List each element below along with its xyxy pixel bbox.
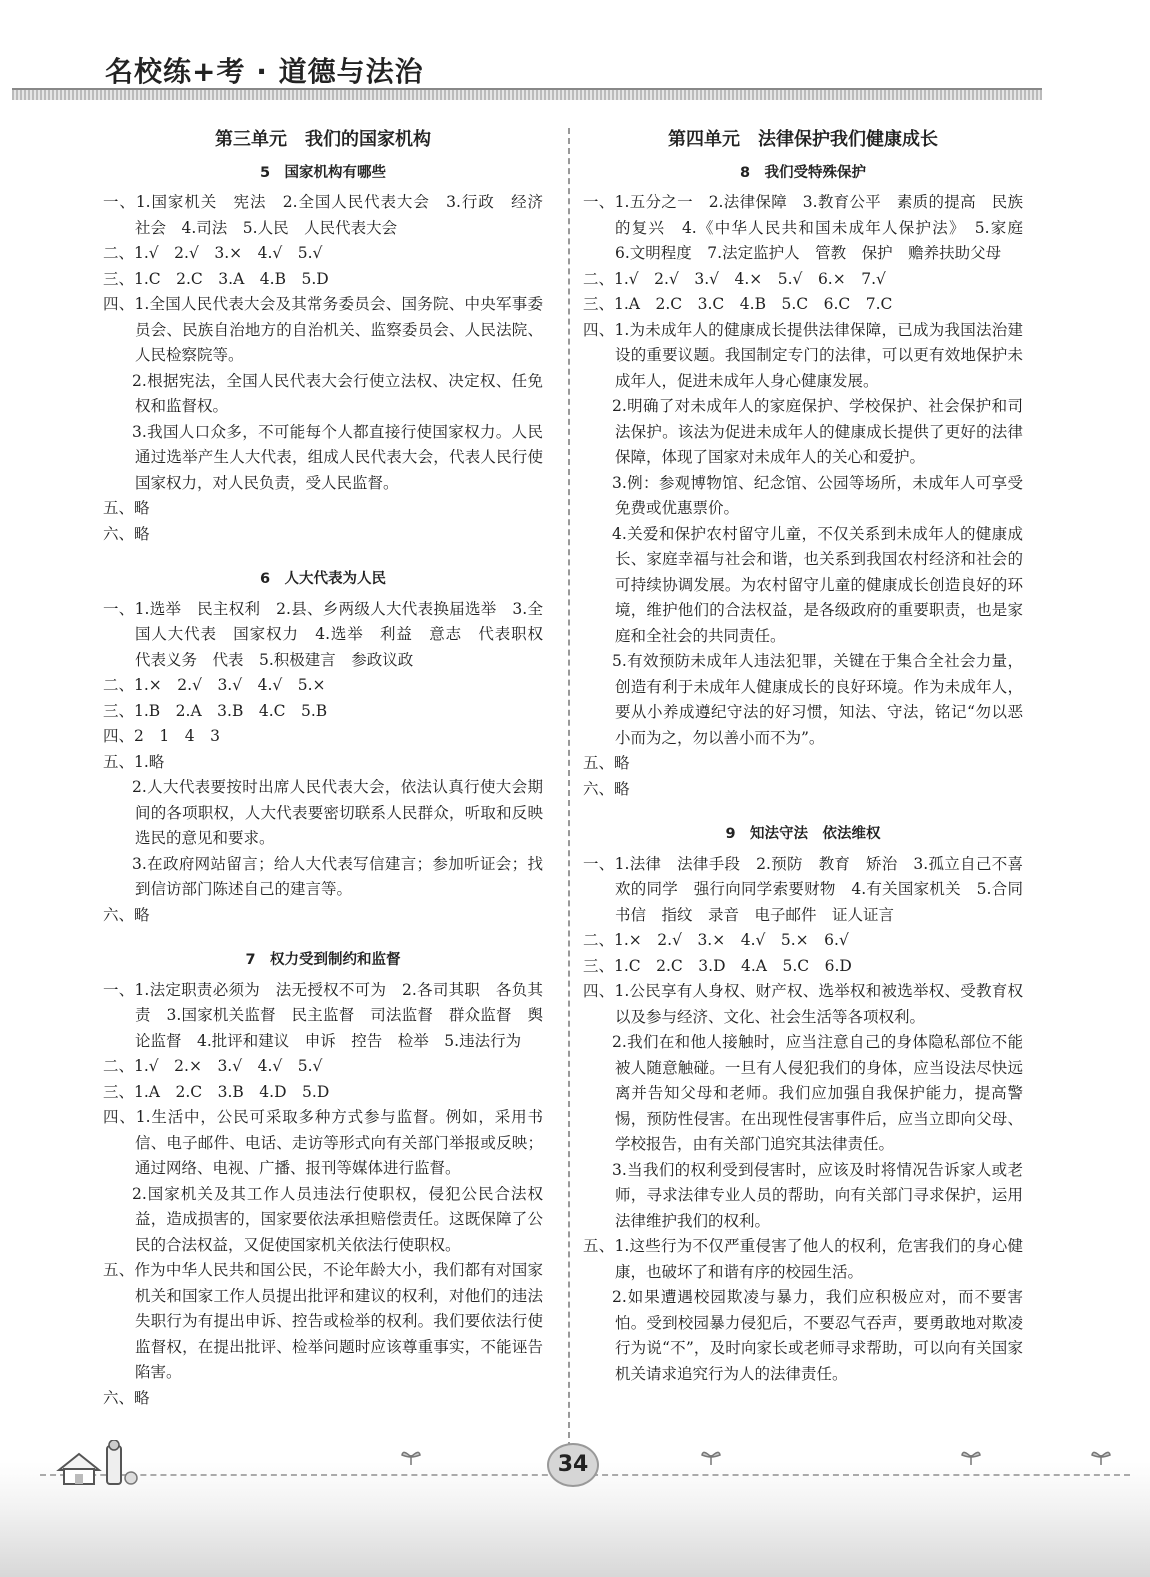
answer-omitted: 六、略: [103, 905, 150, 924]
answer-short: 3.例：参观博物馆、纪念馆、公园等场所，未成年人可享受免费或优惠票价。: [612, 473, 1023, 517]
left-column: [103, 125, 559, 1411]
answer-multiple-choice: 三、1.C 2.C 3.A 4.B 5.D: [103, 269, 329, 288]
answer-short: 四、1.生活中，公民可采取多种方式参与监督。例如，采用书信、电子邮件、电话、走访等形式向有关部门举报或反映；通过网络、电视、广播、报刊等媒体进行监督。: [103, 1108, 543, 1177]
answer-multiple-choice: 三、1.A 2.C 3.C 4.B 5.C 6.C 7.C: [583, 295, 893, 313]
unit-title: 第四单元 法律保护我们健康成长: [668, 129, 938, 150]
answer-essay: 五、1.这些行为不仅严重侵害了他人的权利，危害我们的身心健康，也破坏了和谐有序的校园生活。: [583, 1237, 1023, 1281]
lesson-title: 6 人大代表为人民: [259, 571, 387, 587]
answer-ordering: 四、2 1 4 3: [103, 727, 220, 745]
answer-short: 5.有效预防未成年人违法犯罪，关键在于集合全社会力量，创造有利于未成年人健康成长的良好环境。作为未成年人，要从小养成遵纪守法的好习惯，知法、守法，铭记“勿以恶小而为之，勿以善小而不为”。: [612, 652, 1023, 747]
answer-true-false: 二、1.× 2.√ 3.× 4.√ 5.× 6.√: [583, 931, 849, 949]
page-number: 34: [547, 1443, 599, 1487]
column-divider: [568, 128, 570, 1448]
answer-fill-blank: 一、1.选举 民主权利 2.县、乡两级人大代表换届选举 3.全国人大代表 国家权力 4.选举 利益 意志 代表职权 代表义务 代表 5.积极建言 参政议政: [103, 599, 559, 669]
answer-short: 四、1.为未成年人的健康成长提供法律保障，已成为我国法治建设的重要议题。我国制定专门的法律，可以更有效地保护未成年人，促进未成年人身心健康发展。: [583, 320, 1023, 390]
sprout-icon: [400, 1445, 422, 1465]
answer-short: 2.根据宪法，全国人民代表大会行使立法权、决定权、任免权和监督权。: [132, 371, 543, 415]
answer-omitted: 五、略: [103, 499, 150, 517]
answer-short: 2.国家机关及其工作人员违法行使职权，侵犯公民合法权益，造成损害的，国家要依法承担赔偿责任。这既保障了公民的合法权益，又促使国家机关依法行使职权。: [132, 1184, 543, 1254]
answer-short: 2.明确了对未成年人的家庭保护、学校保护、社会保护和司法保护。该法为促进未成年人的健康成长提供了更好的法律保障，体现了国家对未成年人的关心和爱护。: [612, 397, 1023, 466]
answer-true-false: 二、1.× 2.√ 3.√ 4.√ 5.×: [103, 676, 326, 694]
answer-essay: 2.如果遭遇校园欺凌与暴力，我们应积极应对，而不要害怕。受到校园暴力侵犯后，不要忍气吞声，要勇敢地对欺凌行为说“不”，及时向家长或老师寻求帮助，可以向有关国家机关请求追究行为人的法律责任。: [612, 1288, 1023, 1383]
sprout-icon: [700, 1445, 722, 1465]
answer-multiple-choice: 三、1.C 2.C 3.D 4.A 5.C 6.D: [583, 956, 852, 975]
answer-short: 四、1.全国人民代表大会及其常务委员会、国务院、中央军事委员会、民族自治地方的自治机关、监察委员会、人民法院、人民检察院等。: [103, 295, 543, 364]
answer-omitted: 六、略: [103, 1388, 150, 1407]
answer-omitted: 六、略: [583, 779, 630, 798]
lesson-title: 9 知法守法 依法维权: [725, 826, 881, 842]
lesson-title: 5 国家机构有哪些: [259, 164, 387, 181]
answer-multiple-choice: 三、1.B 2.A 3.B 4.C 5.B: [103, 701, 328, 720]
answer-omitted: 五、1.略: [103, 752, 165, 771]
answer-true-false: 二、1.√ 2.√ 3.× 4.√ 5.√: [103, 244, 323, 262]
answer-fill-blank: 一、1.法定职责必须为 法无授权不可为 2.各司其职 各负其责 3.国家机关监督 民主监督 司法监督 群众监督 舆论监督 4.批评和建议 申诉 控告 检举 5.违法行为: [103, 980, 543, 1050]
answer-omitted: 五、略: [583, 754, 630, 772]
sprout-icon: [1090, 1445, 1112, 1465]
answer-fill-blank: 一、1.法律 法律手段 2.预防 教育 矫治 3.孤立自己不喜欢的同学 强行向同学索要财物 4.有关国家机关 5.合同 书信 指纹 录音 电子邮件 证人证言: [583, 854, 1039, 924]
answer-essay: 五、作为中华人民共和国公民，不论年龄大小，我们都有对国家机关和国家工作人员提出批评和建议的权利，对他们的违法失职行为有提出申诉、控告或检举的权利。我们要依法行使监督权，在提出批评、检举问题时应该尊重事实，不能诬告陷害。: [103, 1261, 543, 1381]
answer-omitted: 六、略: [103, 524, 150, 543]
answer-true-false: 二、1.√ 2.√ 3.√ 4.× 5.√ 6.× 7.√: [583, 269, 886, 288]
answer-true-false: 二、1.√ 2.× 3.√ 4.√ 5.√: [103, 1057, 323, 1075]
answer-fill-blank: 一、1.国家机关 宪法 2.全国人民代表大会 3.行政 经济 社会 4.司法 5.人民 人民代表大会: [103, 193, 559, 237]
answer-short: 3.在政府网站留言；给人大代表写信建言；参加听证会；找到信访部门陈述自己的建言等。: [132, 854, 543, 898]
header-divider-bar: [12, 88, 1042, 100]
unit-title: 第三单元 我们的国家机构: [215, 129, 431, 150]
answer-short: 4.关爱和保护农村留守儿童，不仅关系到未成年人的健康成长、家庭幸福与社会和谐，也关系到我国农村经济和社会的可持续协调发展。为农村留守儿童的健康成长创造良好的环境，维护他们的合法权益，是各级政府的重要职责，也是家庭和全社会的共同责任。: [612, 524, 1023, 645]
sprout-icon: [960, 1445, 982, 1465]
answer-short: 四、1.公民享有人身权、财产权、选举权和被选举权、受教育权以及参与经济、文化、社会生活等各项权利。: [583, 982, 1023, 1026]
lesson-title: 8 我们受特殊保护: [739, 164, 867, 181]
answer-fill-blank: 一、1.五分之一 2.法律保障 3.教育公平 素质的提高 民族的复兴 4.《中华人民共和国未成年人保护法》 5.家庭 6.文明程度 7.法定监护人 管教 保护 赡养扶助父母: [583, 193, 1039, 262]
answer-short: 3.当我们的权利受到侵害时，应该及时将情况告诉家人或老师，寻求法律专业人员的帮助，向有关部门寻求保护，运用法律维护我们的权利。: [612, 1160, 1023, 1230]
lesson-title: 7 权力受到制约和监督: [245, 952, 401, 968]
answer-short: 2.人大代表要按时出席人民代表大会，依法认真行使大会期间的各项职权，人大代表要密切联系人民群众，听取和反映选民的意见和要求。: [132, 778, 543, 847]
answer-short: 2.我们在和他人接触时，应当注意自己的身体隐私部位不能被人随意触碰。一旦有人侵犯我们的身体，应当设法尽快远离并告知父母和老师。我们应加强自我保护能力，提高警惕，预防性侵害。在出现性侵害事件后，应当立即向父母、学校报告，由有关部门追究其法律责任。: [612, 1033, 1023, 1153]
house-icon: [55, 1440, 145, 1486]
right-column: [583, 125, 1039, 1387]
page-header-title: 名校练+考 · 道德与法治: [105, 55, 424, 88]
answer-short: 3.我国人口众多，不可能每个人都直接行使国家权力。人民通过选举产生人大代表，组成人民代表大会，代表人民行使国家权力，对人民负责，受人民监督。: [132, 422, 543, 492]
answer-multiple-choice: 三、1.A 2.C 3.B 4.D 5.D: [103, 1082, 330, 1101]
